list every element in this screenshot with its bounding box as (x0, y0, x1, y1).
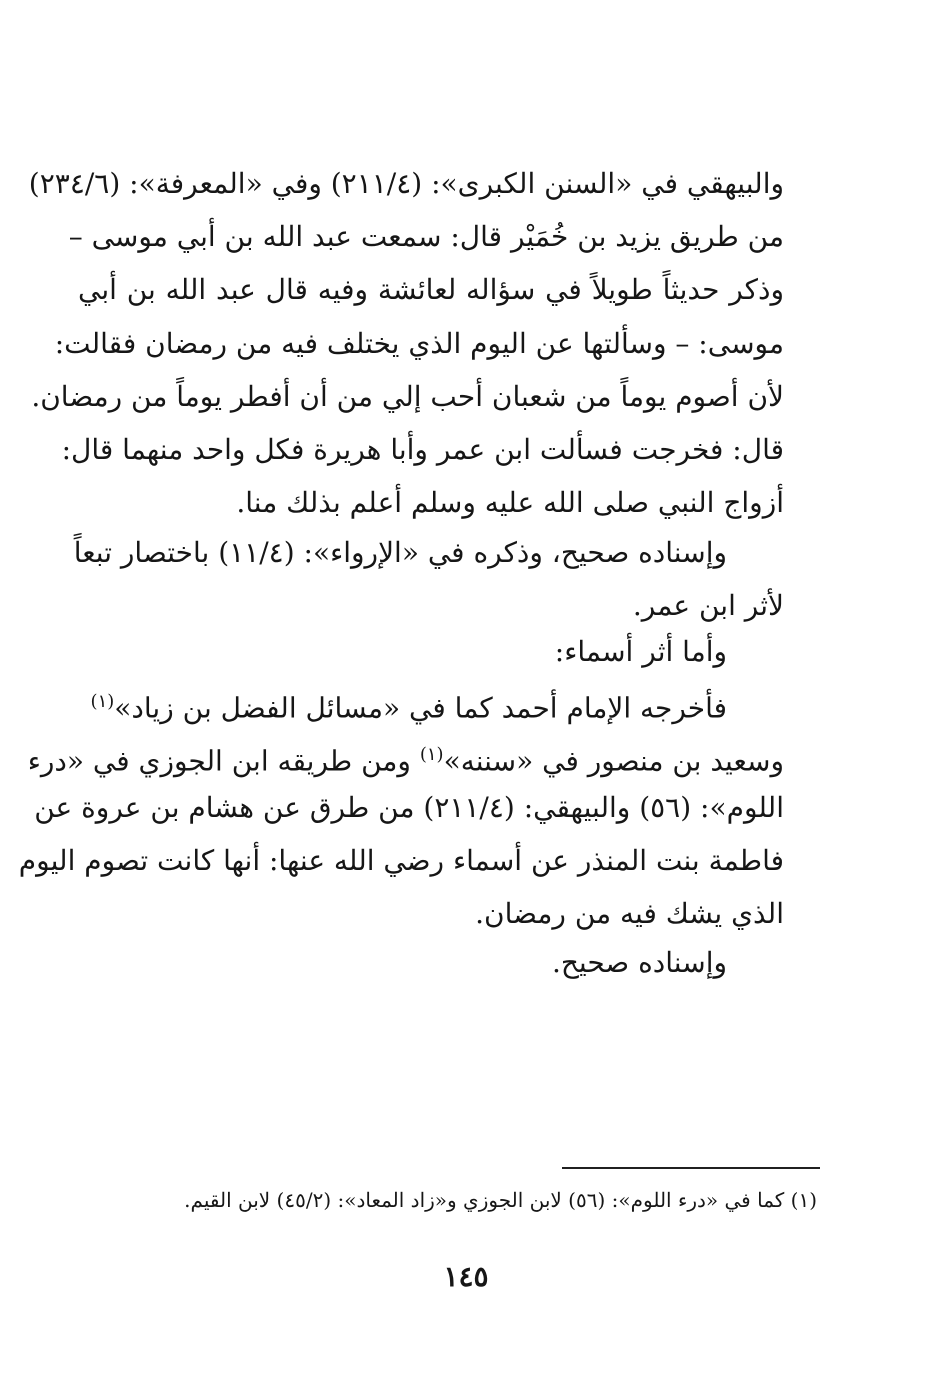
text-line-14: فاطمة بنت المنذر عن أسماء رضي الله عنها: أنها كانت تصوم اليوم (18, 844, 784, 877)
footnote-text: (١) كما في «درء اللوم»: (٥٦) لابن الجوزي و«زاد المعاد»: (٤٥/٢) لابن القيم. (184, 1188, 817, 1212)
text-line-1: والبيهقي في «السنن الكبرى»: (٢١١/٤) وفي «المعرفة»: (٢٣٤/٦) (28, 167, 784, 200)
text-line-11 (91, 680, 727, 730)
text-line-12-part-1: وسعيد بن منصور في «سننه» (443, 744, 784, 778)
text-line-6: قال: فخرجت فسألت ابن عمر وأبا هريرة فكل واحد منهما قال: (61, 433, 784, 466)
text-line-13: اللوم»: (٥٦) والبيهقي: (٢١١/٤) من طرق عن هشام بن عروة عن (34, 791, 784, 824)
text-line-11-content: فأخرجه الإمام أحمد كما في «مسائل الفضل بن زياد» (114, 691, 727, 725)
footnote-reference[interactable]: (١) (90, 691, 115, 712)
text-line-16: وإسناده صحيح. (551, 946, 727, 979)
footnote-reference-2[interactable]: (١) (419, 744, 444, 765)
page-number: ١٤٥ (443, 1260, 489, 1293)
text-line-10: وأما أثر أسماء: (554, 635, 727, 668)
text-line-3: وذكر حديثاً طويلاً في سؤاله لعائشة وفيه قال عبد الله بن أبي (78, 273, 784, 306)
text-line-9: لأثر ابن عمر. (632, 589, 784, 622)
text-line-12 (27, 733, 784, 783)
text-line-8: وإسناده صحيح، وذكره في «الإرواء»: (١١/٤) باختصار تبعاً (73, 536, 727, 569)
footnote-divider (562, 1167, 820, 1169)
text-line-2: من طريق يزيد بن خُمَيْر قال: سمعت عبد الله بن أبي موسى – (68, 220, 784, 253)
text-line-15: الذي يشك فيه من رمضان. (475, 897, 784, 930)
text-line-4: موسى: – وسألتها عن اليوم الذي يختلف فيه من رمضان فقالت: (54, 327, 784, 360)
text-line-7: أزواج النبي صلى الله عليه وسلم أعلم بذلك منا. (236, 486, 784, 519)
text-line-12-part-2: ومن طريقه ابن الجوزي في «درء (27, 744, 420, 778)
text-line-5: لأن أصوم يوماً من شعبان أحب إلي من أن أفطر يوماً من رمضان. (31, 380, 784, 413)
